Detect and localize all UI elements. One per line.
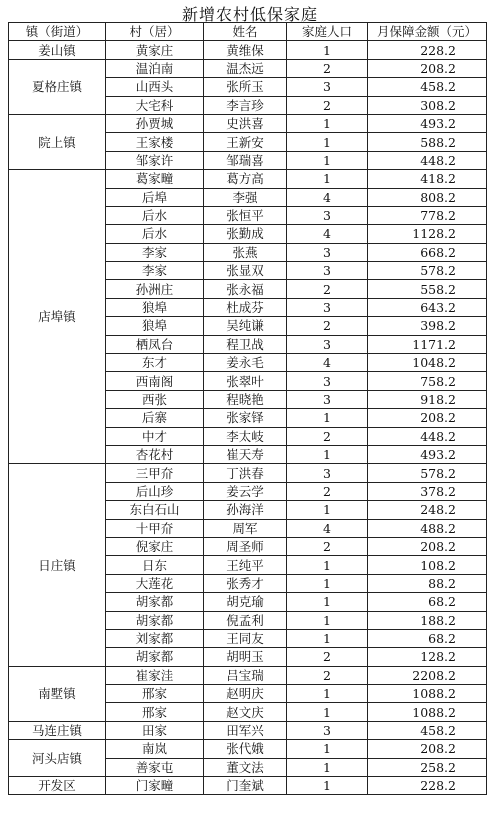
name-cell: 李太岐 xyxy=(204,427,287,445)
amount-cell: 758.2 xyxy=(368,372,487,390)
village-cell: 三甲夼 xyxy=(106,464,204,482)
amount-cell: 68.2 xyxy=(368,629,487,647)
household-size-cell: 3 xyxy=(287,262,368,280)
amount-cell: 208.2 xyxy=(368,409,487,427)
name-cell: 周军 xyxy=(204,519,287,537)
household-size-cell: 4 xyxy=(287,188,368,206)
table-row xyxy=(9,170,487,188)
household-size-cell: 2 xyxy=(287,96,368,114)
village-cell: 王家楼 xyxy=(106,133,204,151)
household-size-cell: 1 xyxy=(287,151,368,169)
amount-cell: 493.2 xyxy=(368,445,487,463)
household-size-cell: 4 xyxy=(287,225,368,243)
village-cell: 温泊南 xyxy=(106,59,204,77)
household-size-cell: 1 xyxy=(287,703,368,721)
amount-cell: 228.2 xyxy=(368,41,487,59)
amount-cell: 458.2 xyxy=(368,78,487,96)
name-cell: 杜成芬 xyxy=(204,298,287,316)
amount-cell: 208.2 xyxy=(368,59,487,77)
name-cell: 董文法 xyxy=(204,758,287,776)
amount-cell: 668.2 xyxy=(368,243,487,261)
village-cell: 李家 xyxy=(106,262,204,280)
town-cell: 院上镇 xyxy=(9,114,106,169)
town-cell: 姜山镇 xyxy=(9,41,106,59)
name-cell: 崔天寿 xyxy=(204,445,287,463)
village-cell: 后寨 xyxy=(106,409,204,427)
household-size-cell: 2 xyxy=(287,666,368,684)
amount-cell: 398.2 xyxy=(368,317,487,335)
household-size-cell: 3 xyxy=(287,390,368,408)
amount-cell: 228.2 xyxy=(368,777,487,795)
table-row xyxy=(9,114,487,132)
household-size-cell: 1 xyxy=(287,629,368,647)
amount-cell: 258.2 xyxy=(368,758,487,776)
village-cell: 刘家都 xyxy=(106,629,204,647)
amount-cell: 588.2 xyxy=(368,133,487,151)
household-size-cell: 1 xyxy=(287,114,368,132)
name-cell: 倪孟利 xyxy=(204,611,287,629)
name-cell: 李强 xyxy=(204,188,287,206)
header-monthly-amount: 月保障金额（元） xyxy=(368,23,487,41)
name-cell: 史洪喜 xyxy=(204,114,287,132)
household-size-cell: 2 xyxy=(287,280,368,298)
name-cell: 王同友 xyxy=(204,629,287,647)
header-town: 镇（街道） xyxy=(9,23,106,41)
village-cell: 门家疃 xyxy=(106,777,204,795)
amount-cell: 458.2 xyxy=(368,721,487,739)
name-cell: 吴纯谦 xyxy=(204,317,287,335)
household-size-cell: 4 xyxy=(287,354,368,372)
amount-cell: 778.2 xyxy=(368,206,487,224)
amount-cell: 108.2 xyxy=(368,556,487,574)
amount-cell: 308.2 xyxy=(368,96,487,114)
header-name: 姓名 xyxy=(204,23,287,41)
table-row xyxy=(9,59,487,77)
village-cell: 中才 xyxy=(106,427,204,445)
name-cell: 黄维保 xyxy=(204,41,287,59)
household-size-cell: 3 xyxy=(287,78,368,96)
table-row xyxy=(9,464,487,482)
household-size-cell: 3 xyxy=(287,335,368,353)
name-cell: 王新安 xyxy=(204,133,287,151)
village-cell: 大莲花 xyxy=(106,574,204,592)
name-cell: 张显双 xyxy=(204,262,287,280)
amount-cell: 578.2 xyxy=(368,464,487,482)
village-cell: 后水 xyxy=(106,206,204,224)
household-size-cell: 1 xyxy=(287,611,368,629)
name-cell: 赵明庆 xyxy=(204,685,287,703)
village-cell: 邢家 xyxy=(106,685,204,703)
village-cell: 倪家庄 xyxy=(106,537,204,555)
household-size-cell: 1 xyxy=(287,777,368,795)
amount-cell: 1128.2 xyxy=(368,225,487,243)
header-household-size: 家庭人口 xyxy=(287,23,368,41)
name-cell: 周圣师 xyxy=(204,537,287,555)
amount-cell: 418.2 xyxy=(368,170,487,188)
table-row xyxy=(9,666,487,684)
household-size-cell: 1 xyxy=(287,133,368,151)
low-income-households-table xyxy=(8,22,487,795)
household-size-cell: 1 xyxy=(287,445,368,463)
village-cell: 西南阁 xyxy=(106,372,204,390)
town-cell: 开发区 xyxy=(9,777,106,795)
village-cell: 十甲夼 xyxy=(106,519,204,537)
header-village: 村（居） xyxy=(106,23,204,41)
amount-cell: 643.2 xyxy=(368,298,487,316)
name-cell: 葛方高 xyxy=(204,170,287,188)
header-row xyxy=(9,23,487,41)
amount-cell: 808.2 xyxy=(368,188,487,206)
household-size-cell: 3 xyxy=(287,243,368,261)
name-cell: 门奎斌 xyxy=(204,777,287,795)
household-size-cell: 1 xyxy=(287,556,368,574)
household-size-cell: 1 xyxy=(287,574,368,592)
village-cell: 东才 xyxy=(106,354,204,372)
amount-cell: 493.2 xyxy=(368,114,487,132)
name-cell: 张勤成 xyxy=(204,225,287,243)
village-cell: 邹家许 xyxy=(106,151,204,169)
name-cell: 姜永毛 xyxy=(204,354,287,372)
household-size-cell: 1 xyxy=(287,41,368,59)
household-size-cell: 1 xyxy=(287,740,368,758)
name-cell: 张燕 xyxy=(204,243,287,261)
amount-cell: 88.2 xyxy=(368,574,487,592)
name-cell: 丁洪春 xyxy=(204,464,287,482)
village-cell: 孙贾城 xyxy=(106,114,204,132)
document-title: 新增农村低保家庭 xyxy=(181,5,318,24)
household-size-cell: 2 xyxy=(287,537,368,555)
amount-cell: 488.2 xyxy=(368,519,487,537)
name-cell: 程晓艳 xyxy=(204,390,287,408)
amount-cell: 128.2 xyxy=(368,648,487,666)
amount-cell: 448.2 xyxy=(368,151,487,169)
name-cell: 张恒平 xyxy=(204,206,287,224)
amount-cell: 1048.2 xyxy=(368,354,487,372)
household-size-cell: 1 xyxy=(287,685,368,703)
table-row xyxy=(9,721,487,739)
name-cell: 张秀才 xyxy=(204,574,287,592)
village-cell: 邢家 xyxy=(106,703,204,721)
name-cell: 张所玉 xyxy=(204,78,287,96)
village-cell: 日东 xyxy=(106,556,204,574)
household-size-cell: 3 xyxy=(287,721,368,739)
household-size-cell: 2 xyxy=(287,59,368,77)
village-cell: 狼埠 xyxy=(106,317,204,335)
village-cell: 胡家都 xyxy=(106,611,204,629)
table-body xyxy=(9,41,487,795)
household-size-cell: 1 xyxy=(287,409,368,427)
household-size-cell: 2 xyxy=(287,427,368,445)
town-cell: 店埠镇 xyxy=(9,170,106,464)
village-cell: 崔家洼 xyxy=(106,666,204,684)
name-cell: 张永福 xyxy=(204,280,287,298)
name-cell: 李言珍 xyxy=(204,96,287,114)
amount-cell: 208.2 xyxy=(368,537,487,555)
name-cell: 张家铎 xyxy=(204,409,287,427)
table-row xyxy=(9,777,487,795)
village-cell: 栖凤台 xyxy=(106,335,204,353)
household-size-cell: 3 xyxy=(287,372,368,390)
name-cell: 胡克瑜 xyxy=(204,593,287,611)
household-size-cell: 2 xyxy=(287,317,368,335)
household-size-cell: 2 xyxy=(287,482,368,500)
household-size-cell: 1 xyxy=(287,593,368,611)
household-size-cell: 3 xyxy=(287,298,368,316)
amount-cell: 1171.2 xyxy=(368,335,487,353)
village-cell: 黄家庄 xyxy=(106,41,204,59)
amount-cell: 188.2 xyxy=(368,611,487,629)
amount-cell: 578.2 xyxy=(368,262,487,280)
amount-cell: 1088.2 xyxy=(368,703,487,721)
town-cell: 马连庄镇 xyxy=(9,721,106,739)
amount-cell: 68.2 xyxy=(368,593,487,611)
amount-cell: 248.2 xyxy=(368,501,487,519)
village-cell: 后水 xyxy=(106,225,204,243)
name-cell: 邹瑞喜 xyxy=(204,151,287,169)
household-size-cell: 2 xyxy=(287,648,368,666)
name-cell: 孙海洋 xyxy=(204,501,287,519)
village-cell: 杏花村 xyxy=(106,445,204,463)
town-cell: 南墅镇 xyxy=(9,666,106,721)
village-cell: 田家 xyxy=(106,721,204,739)
table-row xyxy=(9,740,487,758)
village-cell: 山西头 xyxy=(106,78,204,96)
amount-cell: 2208.2 xyxy=(368,666,487,684)
amount-cell: 448.2 xyxy=(368,427,487,445)
amount-cell: 1088.2 xyxy=(368,685,487,703)
amount-cell: 918.2 xyxy=(368,390,487,408)
village-cell: 东白石山 xyxy=(106,501,204,519)
household-size-cell: 1 xyxy=(287,501,368,519)
name-cell: 赵文庆 xyxy=(204,703,287,721)
name-cell: 田军兴 xyxy=(204,721,287,739)
household-size-cell: 4 xyxy=(287,519,368,537)
household-size-cell: 3 xyxy=(287,464,368,482)
village-cell: 大宅科 xyxy=(106,96,204,114)
name-cell: 程卫战 xyxy=(204,335,287,353)
name-cell: 姜云学 xyxy=(204,482,287,500)
village-cell: 胡家都 xyxy=(106,648,204,666)
table-row xyxy=(9,41,487,59)
name-cell: 张翠叶 xyxy=(204,372,287,390)
village-cell: 葛家疃 xyxy=(106,170,204,188)
village-cell: 李家 xyxy=(106,243,204,261)
household-size-cell: 1 xyxy=(287,170,368,188)
village-cell: 善家屯 xyxy=(106,758,204,776)
town-cell: 夏格庄镇 xyxy=(9,59,106,114)
village-cell: 后埠 xyxy=(106,188,204,206)
town-cell: 日庄镇 xyxy=(9,464,106,666)
name-cell: 王纯平 xyxy=(204,556,287,574)
name-cell: 胡明玉 xyxy=(204,648,287,666)
amount-cell: 378.2 xyxy=(368,482,487,500)
village-cell: 南岚 xyxy=(106,740,204,758)
amount-cell: 558.2 xyxy=(368,280,487,298)
town-cell: 河头店镇 xyxy=(9,740,106,777)
name-cell: 张代娥 xyxy=(204,740,287,758)
village-cell: 后山珍 xyxy=(106,482,204,500)
village-cell: 孙洲庄 xyxy=(106,280,204,298)
name-cell: 吕宝瑞 xyxy=(204,666,287,684)
amount-cell: 208.2 xyxy=(368,740,487,758)
name-cell: 温杰远 xyxy=(204,59,287,77)
household-size-cell: 3 xyxy=(287,206,368,224)
village-cell: 西张 xyxy=(106,390,204,408)
household-size-cell: 1 xyxy=(287,758,368,776)
village-cell: 胡家都 xyxy=(106,593,204,611)
village-cell: 狼埠 xyxy=(106,298,204,316)
